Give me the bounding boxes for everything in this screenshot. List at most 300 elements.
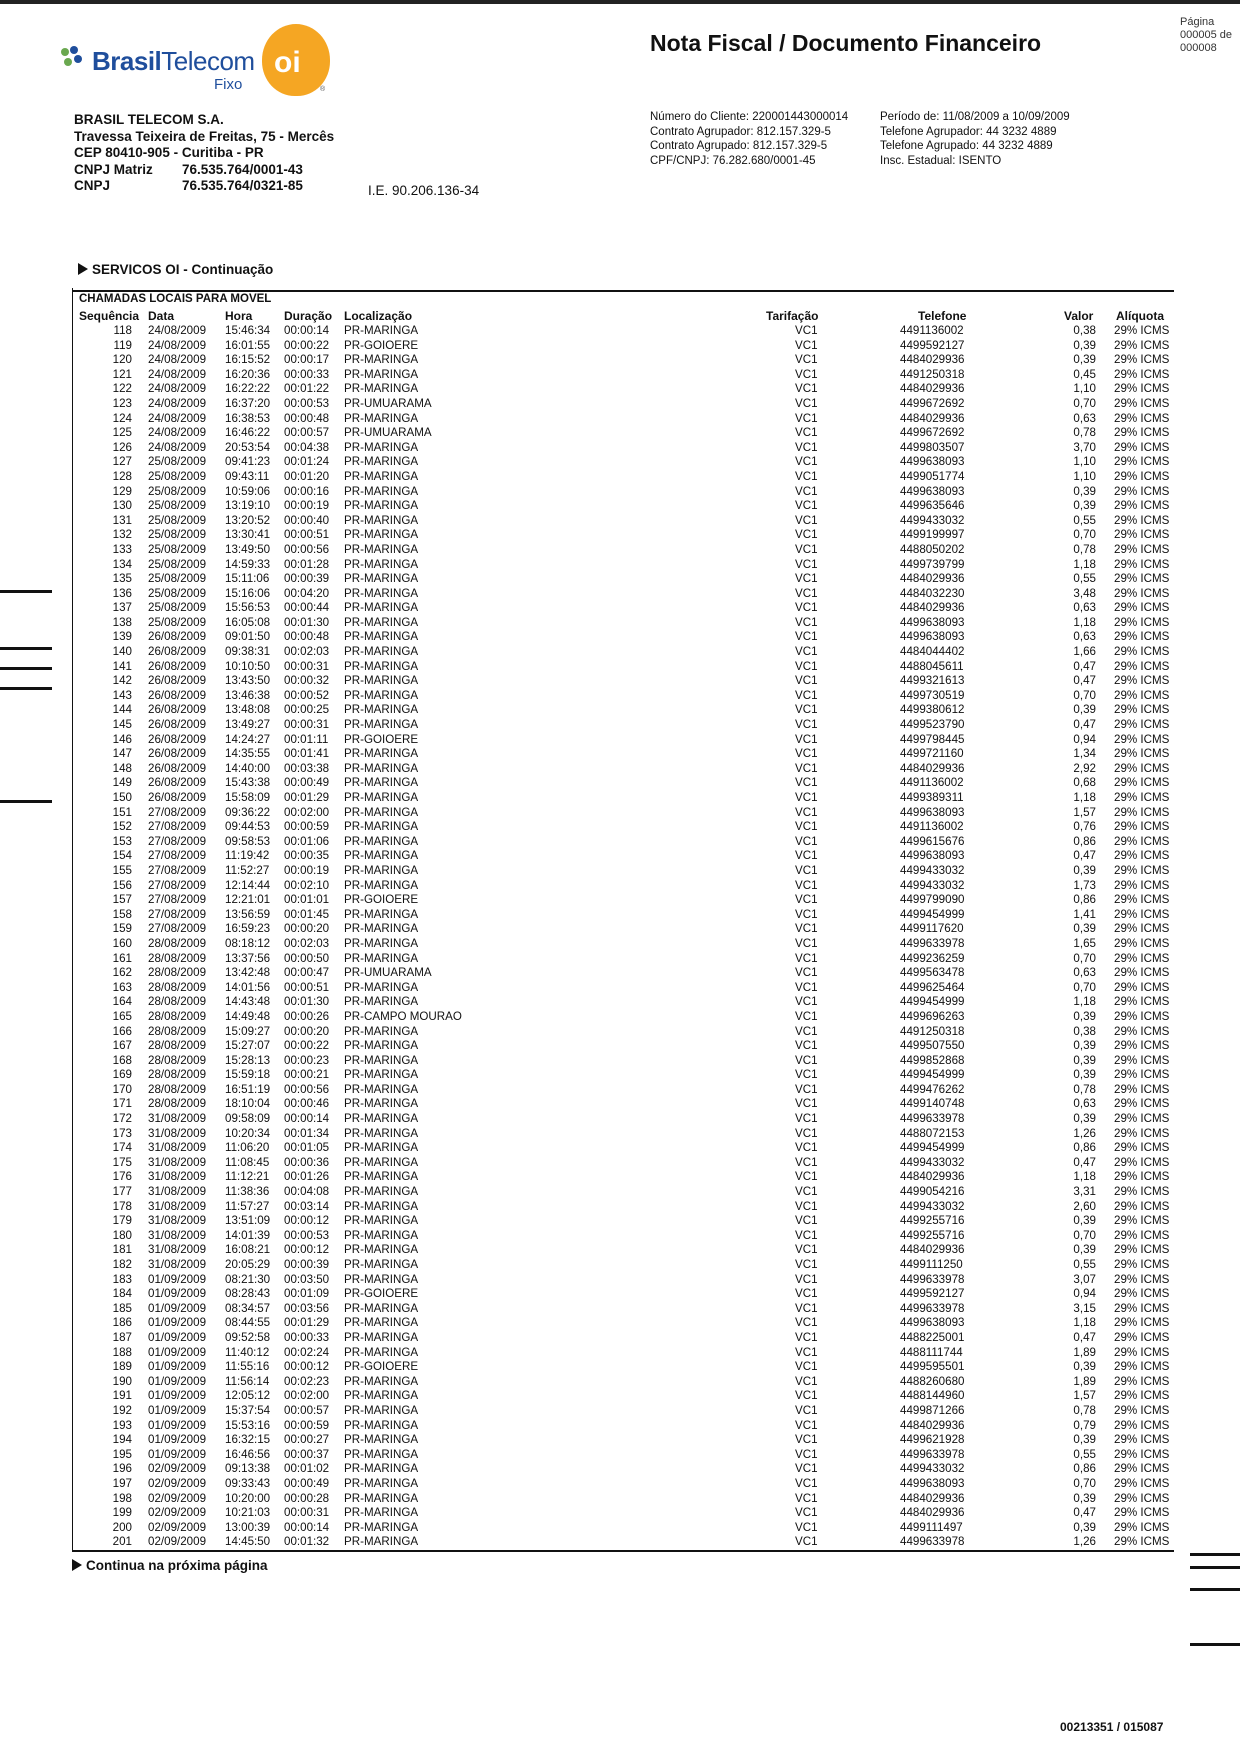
cell-rate: 29% ICMS xyxy=(1114,1039,1170,1053)
cell-rate: 29% ICMS xyxy=(1114,718,1170,732)
table-row xyxy=(0,762,1240,777)
cell-tariff: VC1 xyxy=(795,893,818,907)
page-current: 000005 de xyxy=(1180,29,1232,41)
table-row xyxy=(0,1492,1240,1507)
cell-location: PR-MARINGA xyxy=(344,1258,419,1271)
cell-duration: 00:00:51 xyxy=(284,980,330,994)
cell-time: 18:10:04 xyxy=(225,1097,271,1111)
cell-location: PR-MARINGA xyxy=(344,980,419,994)
cell-duration: 00:00:53 xyxy=(284,1228,330,1242)
cell-time: 13:19:10 xyxy=(225,499,271,513)
cell-location: PR-MARINGA xyxy=(344,586,419,600)
cell-time: 13:37:56 xyxy=(225,951,271,965)
cell-time: 09:38:31 xyxy=(225,645,271,659)
cell-time: 15:16:06 xyxy=(225,586,271,600)
cell-duration: 00:00:59 xyxy=(284,820,330,834)
cell-location: PR-GOIOERE xyxy=(344,732,419,746)
cell-phone: 4499871266 xyxy=(900,1403,965,1417)
cell-date: 26/08/2009 xyxy=(148,659,207,673)
cell-phone: 4499433032 xyxy=(900,863,965,877)
table-row xyxy=(0,922,1240,937)
cell-duration: 00:00:56 xyxy=(284,1082,330,1096)
cell-time: 15:58:09 xyxy=(225,791,271,804)
cell-duration: 00:00:46 xyxy=(284,1097,330,1111)
cell-duration: 00:00:26 xyxy=(284,1009,330,1023)
cell-seq: 128 xyxy=(112,469,132,483)
cell-rate: 29% ICMS xyxy=(1114,1214,1170,1228)
cell-phone: 4484029936 xyxy=(900,1243,965,1257)
cell-location: PR-MARINGA xyxy=(344,1243,419,1257)
cell-rate: 29% ICMS xyxy=(1114,1009,1170,1023)
cell-phone: 4499739799 xyxy=(900,557,965,571)
cell-seq: 154 xyxy=(112,849,132,863)
cell-seq: 184 xyxy=(112,1287,132,1301)
cell-time: 10:10:50 xyxy=(225,659,271,673)
cell-phone: 4499638093 xyxy=(900,805,965,819)
cell-date: 31/08/2009 xyxy=(148,1243,207,1257)
cell-seq: 132 xyxy=(112,528,132,542)
cell-rate: 29% ICMS xyxy=(1114,367,1170,381)
cell-seq: 174 xyxy=(112,1141,132,1155)
cell-seq: 201 xyxy=(112,1535,132,1549)
table-row xyxy=(0,1083,1240,1098)
cell-location: PR-MARINGA xyxy=(344,353,419,367)
cell-rate: 29% ICMS xyxy=(1114,951,1170,965)
cell-tariff: VC1 xyxy=(795,1330,818,1344)
table-row xyxy=(0,879,1240,894)
cell-location: PR-MARINGA xyxy=(344,1389,419,1403)
cell-rate: 29% ICMS xyxy=(1114,469,1170,483)
cell-seq: 133 xyxy=(112,542,132,556)
cell-time: 10:21:03 xyxy=(225,1506,271,1520)
cell-seq: 186 xyxy=(112,1316,132,1330)
cell-location: PR-MARINGA xyxy=(344,1170,419,1184)
cell-value: 0,78 xyxy=(1073,1082,1096,1096)
cell-time: 11:06:20 xyxy=(225,1141,270,1155)
cell-phone: 4499638093 xyxy=(900,484,965,498)
table-row xyxy=(0,1389,1240,1404)
cell-phone: 4488111744 xyxy=(900,1345,963,1359)
cell-duration: 00:00:49 xyxy=(284,1476,330,1490)
cell-value: 0,39 xyxy=(1073,353,1096,367)
cell-value: 0,39 xyxy=(1073,338,1096,352)
cell-phone: 4499117620 xyxy=(900,922,964,936)
cell-seq: 148 xyxy=(112,761,132,775)
brand-sub: Fixo xyxy=(214,76,243,93)
cell-seq: 182 xyxy=(112,1258,132,1271)
cell-value: 0,70 xyxy=(1073,1476,1096,1490)
cell-rate: 29% ICMS xyxy=(1114,907,1170,921)
cell-rate: 29% ICMS xyxy=(1114,601,1170,615)
cell-phone: 4499054216 xyxy=(900,1185,965,1199)
cell-duration: 00:00:23 xyxy=(284,1053,330,1067)
cell-time: 13:49:50 xyxy=(225,542,271,556)
cell-rate: 29% ICMS xyxy=(1114,324,1170,337)
cell-time: 13:56:59 xyxy=(225,907,271,921)
table-row xyxy=(0,733,1240,748)
cell-value: 1,89 xyxy=(1073,1345,1096,1359)
cell-phone: 4499633978 xyxy=(900,1272,965,1286)
page-total: 000008 xyxy=(1180,42,1217,54)
cell-phone: 4484029936 xyxy=(900,1418,965,1432)
cell-date: 27/08/2009 xyxy=(148,922,207,936)
table-row xyxy=(0,499,1240,514)
cell-phone: 4484029936 xyxy=(900,1491,965,1505)
cell-date: 01/09/2009 xyxy=(148,1418,207,1432)
cell-tariff: VC1 xyxy=(795,1462,818,1476)
cell-tariff: VC1 xyxy=(795,1243,818,1257)
cell-time: 15:56:53 xyxy=(225,601,271,615)
cell-location: PR-MARINGA xyxy=(344,1141,419,1155)
cell-location: PR-MARINGA xyxy=(344,1374,419,1388)
cell-time: 08:18:12 xyxy=(225,936,271,950)
top-border xyxy=(0,0,1240,4)
table-row xyxy=(0,718,1240,733)
cell-value: 0,63 xyxy=(1073,630,1096,644)
cell-seq: 150 xyxy=(112,791,132,804)
cell-seq: 134 xyxy=(112,557,132,571)
cell-seq: 193 xyxy=(112,1418,132,1432)
cell-tariff: VC1 xyxy=(795,1126,818,1140)
cell-location: PR-MARINGA xyxy=(344,1039,419,1053)
cell-seq: 138 xyxy=(112,615,132,629)
table-row xyxy=(0,1068,1240,1083)
cell-seq: 197 xyxy=(112,1476,132,1490)
cell-date: 28/08/2009 xyxy=(148,1053,207,1067)
cell-phone: 4488072153 xyxy=(900,1126,965,1140)
cell-phone: 4499507550 xyxy=(900,1039,965,1053)
cell-phone: 4499803507 xyxy=(900,440,965,454)
table-row xyxy=(0,1419,1240,1434)
cell-seq: 165 xyxy=(112,1009,132,1023)
cell-duration: 00:00:14 xyxy=(284,324,330,337)
cell-seq: 162 xyxy=(112,966,132,980)
cell-tariff: VC1 xyxy=(795,1360,818,1374)
cell-seq: 135 xyxy=(112,572,132,586)
col-header-date: Data xyxy=(148,309,175,323)
table-row xyxy=(0,1462,1240,1477)
cell-rate: 29% ICMS xyxy=(1114,1433,1170,1447)
cell-location: PR-MARINGA xyxy=(344,1418,419,1432)
cell-tariff: VC1 xyxy=(795,849,818,863)
cell-date: 01/09/2009 xyxy=(148,1360,207,1374)
cell-tariff: VC1 xyxy=(795,747,818,761)
client-cpf-cnpj: CPF/CNPJ: 76.282.680/0001-45 xyxy=(650,154,816,167)
cell-time: 08:28:43 xyxy=(225,1287,271,1301)
cell-seq: 155 xyxy=(112,863,132,877)
cell-seq: 169 xyxy=(112,1068,132,1082)
cell-phone: 4499523790 xyxy=(900,718,965,732)
table-row xyxy=(0,1346,1240,1361)
barcode-number: 00213351 / 015087 xyxy=(1060,1720,1164,1734)
cell-phone: 4499199997 xyxy=(900,528,965,542)
cell-location: PR-MARINGA xyxy=(344,1112,419,1126)
cell-rate: 29% ICMS xyxy=(1114,1258,1170,1271)
cell-location: PR-MARINGA xyxy=(344,1535,419,1549)
cell-seq: 185 xyxy=(112,1301,132,1315)
billing-period: Período de: 11/08/2009 a 10/09/2009 xyxy=(880,111,1070,123)
cell-time: 08:21:30 xyxy=(225,1272,271,1286)
cell-tariff: VC1 xyxy=(795,659,818,673)
cell-time: 13:46:38 xyxy=(225,688,271,702)
cell-phone: 4484029936 xyxy=(900,761,965,775)
cell-value: 0,38 xyxy=(1073,324,1096,337)
table-row xyxy=(0,1229,1240,1244)
cell-rate: 29% ICMS xyxy=(1114,1506,1170,1520)
table-row xyxy=(0,382,1240,397)
cell-rate: 29% ICMS xyxy=(1114,1155,1170,1169)
cell-tariff: VC1 xyxy=(795,630,818,644)
cell-value: 1,18 xyxy=(1073,1170,1096,1184)
cell-seq: 149 xyxy=(112,776,132,790)
table-row xyxy=(0,587,1240,602)
cell-location: PR-MARINGA xyxy=(344,1068,419,1082)
cell-date: 01/09/2009 xyxy=(148,1330,207,1344)
cell-seq: 129 xyxy=(112,484,132,498)
calls-table-body xyxy=(0,324,1240,1550)
cell-phone: 4499051774 xyxy=(900,469,965,483)
cell-value: 1,65 xyxy=(1073,936,1096,950)
cell-duration: 00:02:03 xyxy=(284,936,330,950)
cell-date: 24/08/2009 xyxy=(148,382,207,396)
cell-time: 16:22:22 xyxy=(225,382,271,396)
cell-date: 26/08/2009 xyxy=(148,718,207,732)
cell-tariff: VC1 xyxy=(795,1214,818,1228)
cell-rate: 29% ICMS xyxy=(1114,615,1170,629)
cell-value: 0,70 xyxy=(1073,528,1096,542)
cell-time: 09:33:43 xyxy=(225,1476,271,1490)
cell-duration: 00:02:24 xyxy=(284,1345,330,1359)
cell-seq: 175 xyxy=(112,1155,132,1169)
cell-value: 1,18 xyxy=(1073,791,1096,804)
cell-phone: 4499625464 xyxy=(900,980,965,994)
table-row xyxy=(0,1097,1240,1112)
cell-phone: 4488144960 xyxy=(900,1389,965,1403)
cell-time: 15:28:13 xyxy=(225,1053,271,1067)
cell-tariff: VC1 xyxy=(795,1141,818,1155)
cell-rate: 29% ICMS xyxy=(1114,1024,1170,1038)
cell-seq: 145 xyxy=(112,718,132,732)
contract-grouped: Contrato Agrupado: 812.157.329-5 xyxy=(650,140,828,152)
cell-date: 28/08/2009 xyxy=(148,1097,207,1111)
cell-value: 0,39 xyxy=(1073,1009,1096,1023)
cell-seq: 160 xyxy=(112,936,132,950)
cell-date: 24/08/2009 xyxy=(148,367,207,381)
cell-duration: 00:02:10 xyxy=(284,878,330,892)
table-row xyxy=(0,703,1240,718)
cell-tariff: VC1 xyxy=(795,542,818,556)
cell-value: 0,39 xyxy=(1073,1243,1096,1257)
cell-location: PR-MARINGA xyxy=(344,1185,419,1199)
cell-phone: 4499111250 xyxy=(900,1258,963,1271)
cell-date: 25/08/2009 xyxy=(148,601,207,615)
cell-location: PR-MARINGA xyxy=(344,1403,419,1417)
cell-value: 1,57 xyxy=(1073,805,1096,819)
table-row xyxy=(0,1433,1240,1448)
cell-seq: 200 xyxy=(112,1520,132,1534)
cell-rate: 29% ICMS xyxy=(1114,688,1170,702)
cell-phone: 4499721160 xyxy=(900,747,964,761)
cell-tariff: VC1 xyxy=(795,367,818,381)
cell-duration: 00:02:00 xyxy=(284,805,330,819)
cell-location: PR-MARINGA xyxy=(344,367,419,381)
cell-phone: 4484029936 xyxy=(900,601,965,615)
cell-location: PR-MARINGA xyxy=(344,674,419,688)
cell-duration: 00:01:06 xyxy=(284,834,330,848)
cell-duration: 00:03:56 xyxy=(284,1301,330,1315)
table-row xyxy=(0,485,1240,500)
table-row xyxy=(0,601,1240,616)
cell-rate: 29% ICMS xyxy=(1114,878,1170,892)
cell-rate: 29% ICMS xyxy=(1114,1330,1170,1344)
cell-seq: 124 xyxy=(112,411,132,425)
cell-time: 09:52:58 xyxy=(225,1330,271,1344)
cell-time: 09:41:23 xyxy=(225,455,271,469)
cell-phone: 4499321613 xyxy=(900,674,965,688)
cell-tariff: VC1 xyxy=(795,615,818,629)
cell-value: 0,55 xyxy=(1073,513,1096,527)
oi-trademark-icon: ® xyxy=(320,86,326,93)
cell-location: PR-MARINGA xyxy=(344,324,419,337)
table-row xyxy=(0,1521,1240,1536)
cell-seq: 173 xyxy=(112,1126,132,1140)
table-row xyxy=(0,412,1240,427)
cell-seq: 159 xyxy=(112,922,132,936)
cell-phone: 4499592127 xyxy=(900,1287,965,1301)
cell-date: 28/08/2009 xyxy=(148,980,207,994)
cell-rate: 29% ICMS xyxy=(1114,1082,1170,1096)
cell-date: 24/08/2009 xyxy=(148,426,207,440)
cell-location: PR-MARINGA xyxy=(344,688,419,702)
col-header-phone: Telefone xyxy=(918,309,967,323)
cell-time: 14:49:48 xyxy=(225,1009,271,1023)
cell-rate: 29% ICMS xyxy=(1114,484,1170,498)
cell-tariff: VC1 xyxy=(795,922,818,936)
cell-phone: 4499633978 xyxy=(900,1112,965,1126)
cell-time: 15:46:34 xyxy=(225,324,271,337)
cell-location: PR-MARINGA xyxy=(344,1316,419,1330)
cell-value: 0,63 xyxy=(1073,411,1096,425)
cell-time: 14:35:55 xyxy=(225,747,271,761)
cell-rate: 29% ICMS xyxy=(1114,382,1170,396)
cell-tariff: VC1 xyxy=(795,1389,818,1403)
cell-date: 24/08/2009 xyxy=(148,324,207,337)
cell-duration: 00:01:45 xyxy=(284,907,330,921)
cell-rate: 29% ICMS xyxy=(1114,936,1170,950)
table-row xyxy=(0,1112,1240,1127)
cell-value: 0,39 xyxy=(1073,499,1096,513)
cell-date: 25/08/2009 xyxy=(148,615,207,629)
cell-value: 1,73 xyxy=(1073,878,1096,892)
scan-mark xyxy=(0,687,52,690)
cell-location: PR-MARINGA xyxy=(344,718,419,732)
cell-duration: 00:00:56 xyxy=(284,542,330,556)
cell-tariff: VC1 xyxy=(795,601,818,615)
cell-date: 25/08/2009 xyxy=(148,513,207,527)
cell-rate: 29% ICMS xyxy=(1114,499,1170,513)
col-header-seq: Sequência xyxy=(79,309,140,323)
cell-phone: 4499633978 xyxy=(900,1535,965,1549)
table-row xyxy=(0,995,1240,1010)
cell-tariff: VC1 xyxy=(795,396,818,410)
cell-phone: 4484029936 xyxy=(900,1170,965,1184)
cell-tariff: VC1 xyxy=(795,776,818,790)
table-row xyxy=(0,1214,1240,1229)
calls-subtitle: CHAMADAS LOCAIS PARA MOVEL xyxy=(79,293,272,305)
cell-date: 25/08/2009 xyxy=(148,557,207,571)
cell-tariff: VC1 xyxy=(795,718,818,732)
cell-seq: 142 xyxy=(112,674,132,688)
cell-location: PR-MARINGA xyxy=(344,791,419,804)
cell-duration: 00:01:05 xyxy=(284,1141,330,1155)
cell-seq: 190 xyxy=(112,1374,132,1388)
cell-tariff: VC1 xyxy=(795,1009,818,1023)
table-row xyxy=(0,1506,1240,1521)
table-row xyxy=(0,1185,1240,1200)
cell-tariff: VC1 xyxy=(795,1199,818,1213)
cell-value: 0,39 xyxy=(1073,1068,1096,1082)
cell-tariff: VC1 xyxy=(795,688,818,702)
table-row xyxy=(0,893,1240,908)
cell-rate: 29% ICMS xyxy=(1114,791,1170,804)
cell-phone: 4484029936 xyxy=(900,382,965,396)
cell-duration: 00:00:14 xyxy=(284,1112,330,1126)
cell-rate: 29% ICMS xyxy=(1114,353,1170,367)
cell-rate: 29% ICMS xyxy=(1114,1345,1170,1359)
cell-seq: 171 xyxy=(112,1097,132,1111)
cell-value: 1,10 xyxy=(1073,469,1096,483)
col-header-time: Hora xyxy=(225,309,253,323)
cell-time: 16:46:56 xyxy=(225,1447,271,1461)
cell-time: 16:20:36 xyxy=(225,367,271,381)
cell-phone: 4491136002 xyxy=(900,776,964,790)
cell-location: PR-MARINGA xyxy=(344,1491,419,1505)
cell-phone: 4499433032 xyxy=(900,878,965,892)
cell-tariff: VC1 xyxy=(795,557,818,571)
arrow-right-icon xyxy=(78,263,88,275)
cell-date: 02/09/2009 xyxy=(148,1476,207,1490)
cell-duration: 00:00:19 xyxy=(284,499,330,513)
cell-seq: 179 xyxy=(112,1214,132,1228)
table-row xyxy=(0,1273,1240,1288)
cell-tariff: VC1 xyxy=(795,572,818,586)
phone-grouper: Telefone Agrupador: 44 3232 4889 xyxy=(880,125,1057,138)
cell-phone: 4499638093 xyxy=(900,849,965,863)
cell-tariff: VC1 xyxy=(795,353,818,367)
cell-seq: 196 xyxy=(112,1462,132,1476)
cell-value: 0,78 xyxy=(1073,426,1096,440)
cell-value: 1,10 xyxy=(1073,455,1096,469)
cell-tariff: VC1 xyxy=(795,1301,818,1315)
cell-time: 11:38:36 xyxy=(225,1185,270,1199)
cell-tariff: VC1 xyxy=(795,1039,818,1053)
cell-tariff: VC1 xyxy=(795,820,818,834)
cell-date: 28/08/2009 xyxy=(148,1024,207,1038)
cell-tariff: VC1 xyxy=(795,966,818,980)
col-header-rate: Alíquota xyxy=(1116,309,1164,323)
cell-duration: 00:00:33 xyxy=(284,1330,330,1344)
phone-grouped: Telefone Agrupado: 44 3232 4889 xyxy=(880,140,1053,152)
cell-tariff: VC1 xyxy=(795,980,818,994)
cell-rate: 29% ICMS xyxy=(1114,426,1170,440)
cell-tariff: VC1 xyxy=(795,951,818,965)
cell-location: PR-MARINGA xyxy=(344,1228,419,1242)
cell-phone: 4499852868 xyxy=(900,1053,965,1067)
cell-value: 0,86 xyxy=(1073,1141,1096,1155)
cell-duration: 00:00:12 xyxy=(284,1214,330,1228)
cell-date: 01/09/2009 xyxy=(148,1316,207,1330)
cell-time: 14:40:00 xyxy=(225,761,271,775)
